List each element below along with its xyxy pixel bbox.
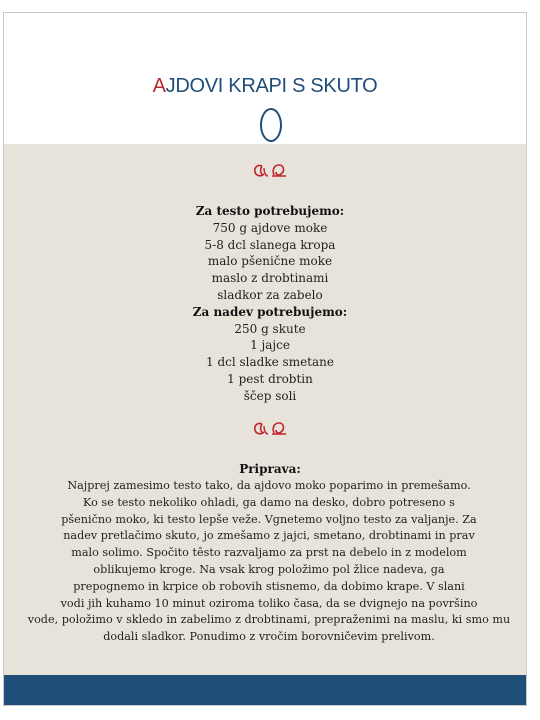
preparation-line: prepognemo in krpice ob robovih stisnemo, da dobimo krape. V slani: [73, 579, 465, 593]
filling-heading: Za nadev potrebujemo:: [192, 304, 348, 319]
flourish-divider-icon: [0, 420, 540, 442]
preparation-text: [22, 478, 516, 646]
dough-item: malo pšenične moke: [207, 254, 333, 269]
dough-item: 750 g ajdove moke: [212, 220, 328, 235]
footer-bar: [4, 675, 526, 705]
dough-item: maslo z drobtinami: [211, 271, 329, 286]
title-rest: JDOVI KRAPI S SKUTO: [165, 75, 378, 97]
filling-item: ščep soli: [243, 388, 297, 403]
preparation-line: vode, položimo v skledo in zabelimo z drobtinami, prepraženimi na maslu, ki smo mu: [27, 613, 511, 627]
flourish-divider-icon: [0, 162, 540, 184]
preparation-line: oblikujemo kroge. Na vsak krog položimo pol žlice nadeva, ga: [93, 562, 445, 576]
title-first-letter: A: [152, 75, 166, 97]
preparation-line: Ko se testo nekoliko ohladi, ga damo na desko, dobro potreseno s: [83, 495, 455, 509]
oval-ornament-icon: [260, 108, 282, 142]
preparation-line: Najprej zamesimo testo tako, da ajdovo moko poparimo in premešamo.: [67, 479, 471, 492]
filling-item: 250 g skute: [234, 321, 306, 336]
filling-item: 1 dcl sladke smetane: [206, 355, 334, 370]
preparation-line: malo solimo. Spočito tēsto razvaljamo za prst na debelo in z modelom: [71, 546, 467, 560]
filling-item: 1 pest drobtin: [227, 371, 313, 386]
preparation-line: pšenično moko, ki testo lepše veže. Vgnetemo voljno testo za valjanje. Za: [61, 512, 477, 526]
preparation-line: nadev pretlačimo skuto, jo zmešamo z jajci, smetano, drobtinami in prav: [63, 529, 475, 543]
dough-heading: Za testo potrebujemo:: [195, 204, 345, 218]
dough-item: sladkor za zabelo: [217, 287, 323, 302]
ingredients-list: [140, 203, 400, 405]
preparation-heading: Priprava:: [239, 462, 301, 476]
preparation-line: vodi jih kuhamo 10 minut oziroma toliko časa, da se dvignejo na površino: [60, 596, 478, 610]
dough-item: 5-8 dcl slanega kropa: [204, 237, 336, 252]
preparation-line: dodali sladkor. Ponudimo z vročim borovničevim prelivom.: [103, 630, 435, 644]
recipe-title: [4, 75, 526, 98]
filling-item: 1 jajce: [250, 338, 290, 353]
